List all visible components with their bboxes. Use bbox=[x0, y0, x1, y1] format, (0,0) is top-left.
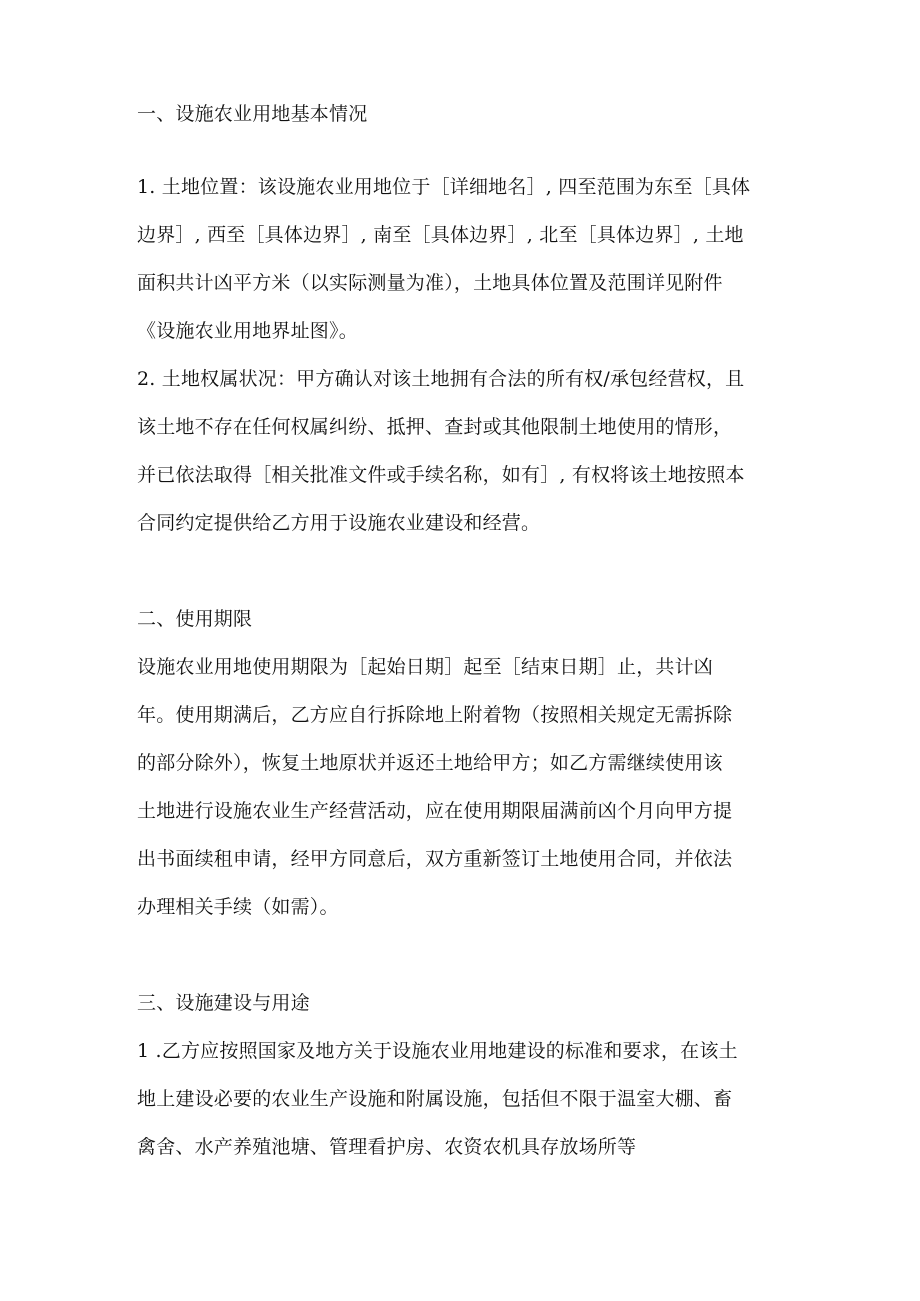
paragraph-line: 2. 土地权属状况：甲方确认对该土地拥有合法的所有权/承包经营权，且 bbox=[137, 368, 745, 390]
paragraph-line: 该土地不存在任何权属纠纷、抵押、查封或其他限制土地使用的情形， bbox=[137, 416, 733, 438]
section-heading-2: 二、使用期限 bbox=[137, 608, 253, 630]
paragraph-line: 出书面续租申请，经甲方同意后，双方重新签订土地使用合同，并依法 bbox=[137, 848, 733, 870]
paragraph-line: 合同约定提供给乙方用于设施农业建设和经营。 bbox=[137, 512, 541, 534]
paragraph-line: 1 .乙方应按照国家及地方关于设施农业用地建设的标准和要求，在该土 bbox=[137, 1040, 738, 1062]
section-heading-1: 一、设施农业用地基本情况 bbox=[137, 103, 368, 125]
paragraph-line: 边界］, 西至［具体边界］, 南至［具体边界］, 北至［具体边界］, 土地 bbox=[137, 224, 744, 246]
paragraph-line: 《设施农业用地界址图》。 bbox=[137, 320, 358, 342]
paragraph-line: 地上建设必要的农业生产设施和附属设施，包括但不限于温室大棚、畜 bbox=[137, 1088, 733, 1110]
paragraph-line: 设施农业用地使用期限为［起始日期］起至［结束日期］止，共计凶 bbox=[137, 656, 714, 678]
paragraph-line: 年。使用期满后，乙方应自行拆除地上附着物（按照相关规定无需拆除 bbox=[137, 704, 733, 726]
paragraph-line: 的部分除外），恢复土地原状并返还土地给甲方；如乙方需继续使用该 bbox=[137, 752, 723, 774]
paragraph-line: 禽舍、水产养殖池塘、管理看护房、农资农机具存放场所等 bbox=[137, 1136, 637, 1158]
paragraph-line: 办理相关手续（如需）。 bbox=[137, 896, 339, 918]
paragraph-line: 面积共计凶平方米（以实际测量为准），土地具体位置及范围详见附件 bbox=[137, 272, 723, 294]
paragraph-line: 土地进行设施农业生产经营活动，应在使用期限届满前凶个月向甲方提 bbox=[137, 800, 733, 822]
paragraph-line: 1. 土地位置：该设施农业用地位于［详细地名］, 四至范围为东至［具体 bbox=[137, 176, 751, 198]
paragraph-line: 并已依法取得［相关批准文件或手续名称，如有］, 有权将该土地按照本 bbox=[137, 464, 745, 486]
section-heading-3: 三、设施建设与用途 bbox=[137, 992, 310, 1014]
